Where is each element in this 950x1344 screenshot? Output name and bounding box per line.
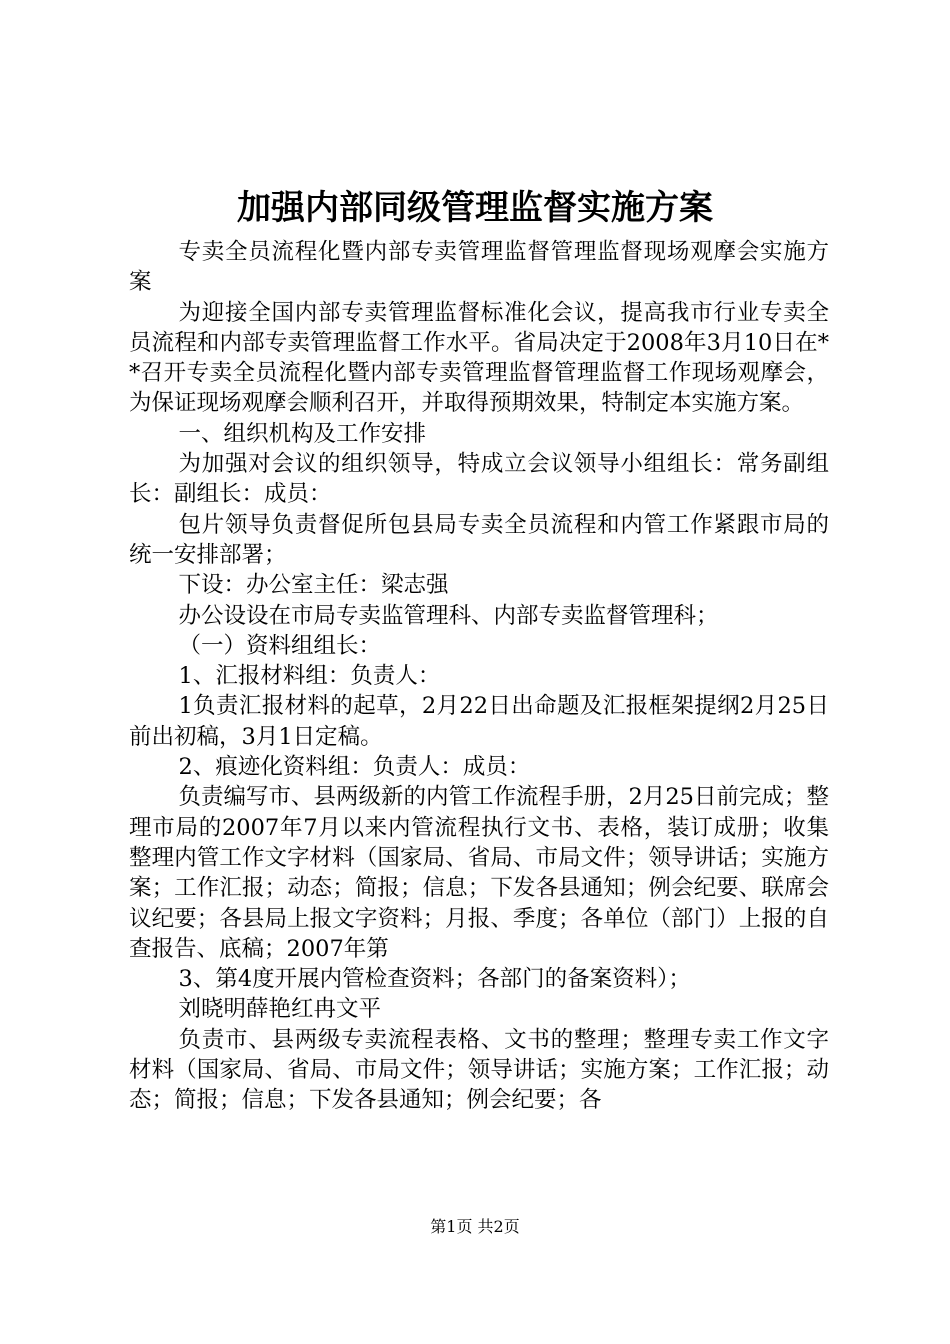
document-body (129, 237, 829, 1116)
section-heading: 一、组织机构及工作安排 (178, 420, 427, 447)
paragraph: 专卖全员流程化暨内部专卖管理监督管理监督现场观摩会实施方案 (129, 239, 829, 296)
paragraph: 刘晓明薛艳红冉文平 (178, 996, 382, 1023)
paragraph: 办公设设在市局专卖监管理科、内部专卖监督管理科； (178, 602, 719, 629)
paragraph: 为迎接全国内部专卖管理监督标准化会议，提高我市行业专卖全员流程和内部专卖管理监督工作水平。省局决定于2008年3月10日在**召开专卖全员流程化暨内部专卖管理监督管理监督工作现场观摩会，为保证现场观摩会顺利召开，并取得预期效果，特制定本实施方案。 (129, 299, 829, 417)
paragraph: 负责编写市、县两级新的内管工作流程手册，2月25日前完成；整理市局的2007年7月以来内管流程执行文书、表格，装订成册；收集整理内管工作文字材料（国家局、省局、市局文件；领导讲话；实施方案；工作汇报；动态；简报；信息；下发各县通知；例会纪要、联席会议纪要；各县局上报文字资料；月报、季度；各单位（部门）上报的自查报告、底稿；2007年第 (129, 784, 829, 962)
paragraph: 3、第4度开展内管检查资料；各部门的备案资料）； (178, 966, 691, 993)
paragraph: 负责市、县两级专卖流程表格、文书的整理；整理专卖工作文字材料（国家局、省局、市局文件；领导讲话；实施方案；工作汇报；动态；简报；信息；下发各县通知；例会纪要；各 (129, 1026, 829, 1114)
paragraph: 包片领导负责督促所包县局专卖全员流程和内管工作紧跟市局的统一安排部署； (129, 511, 829, 568)
paragraph: 为加强对会议的组织领导，特成立会议领导小组组长：常务副组长：副组长：成员： (129, 451, 829, 508)
sub-heading: 1、汇报材料组：负责人： (178, 663, 441, 690)
page-footer: 第1页 共2页 (430, 1217, 520, 1236)
sub-heading: （一）资料组组长： (178, 632, 382, 659)
paragraph: 下设：办公室主任：梁志强 (178, 572, 449, 599)
sub-heading: 2、痕迹化资料组：负责人：成员： (178, 754, 531, 781)
document-title: 加强内部同级管理监督实施方案 (237, 188, 713, 228)
paragraph: 1负责汇报材料的起草，2月22日出命题及汇报框架提纲2月25日前出初稿，3月1日定稿。 (129, 693, 829, 750)
